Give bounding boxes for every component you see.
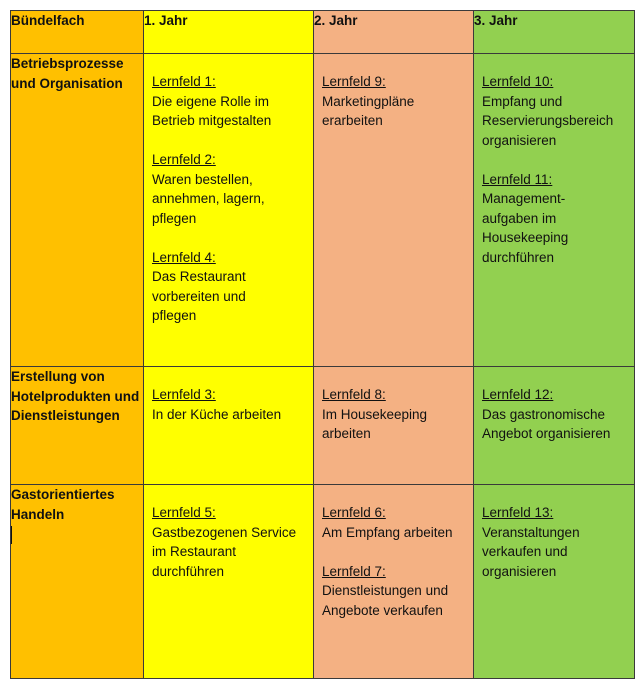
lernfeld-entry (482, 72, 626, 150)
lernfeld-title: Lernfeld 2: (152, 152, 216, 167)
lernfeld-description: Am Empfang arbeiten (322, 524, 453, 540)
lernfeld-entry (152, 72, 305, 131)
lernfeld-entry (152, 385, 305, 424)
lernfeld-description: Dienstleistungen und Angebote verkaufen (322, 583, 449, 618)
lernfeld-entry (322, 503, 465, 542)
lernfeld-entry (482, 385, 626, 444)
cell-year-2 (314, 485, 474, 679)
header-row (11, 11, 635, 54)
lernfeld-description: Die eigene Rolle im Betrieb mitgestalten (152, 93, 272, 128)
table-row (11, 54, 635, 367)
lernfeld-description: Gastbezogenen Service im Restaurant durchführen (152, 524, 297, 579)
lernfeld-description: In der Küche arbeiten (152, 406, 282, 422)
row-label-cell[interactable] (11, 485, 144, 679)
cell-year-1 (144, 485, 314, 679)
row-label: Erstellung von Hotelprodukten und Dienstleistungen (11, 367, 144, 485)
lernfeld-description: Empfang und Reservierungsbereich organisieren (482, 93, 614, 148)
lernfeld-title: Lernfeld 8: (322, 387, 386, 402)
lernfeld-entry (152, 150, 305, 228)
lernfeld-entry (152, 503, 305, 581)
cell-year-1 (144, 367, 314, 485)
lernfeld-title: Lernfeld 4: (152, 249, 216, 265)
curriculum-table (10, 10, 635, 679)
cell-year-3 (474, 367, 635, 485)
lernfeld-entry (322, 72, 465, 131)
lernfeld-description: Das gastronomische Angebot organisieren (482, 406, 611, 441)
lernfeld-title: Lernfeld 6: (322, 505, 386, 520)
lernfeld-title: Lernfeld 13: (482, 505, 554, 520)
lernfeld-title: Lernfeld 7: (322, 563, 386, 579)
lernfeld-title: Lernfeld 1: (152, 74, 216, 89)
lernfeld-title: Lernfeld 5: (152, 505, 216, 520)
header-bundelfach: Bündelfach (11, 11, 144, 54)
lernfeld-title: Lernfeld 11: (482, 171, 553, 187)
lernfeld-entry (322, 385, 465, 444)
lernfeld-title: Lernfeld 3: (152, 387, 216, 402)
table-row (11, 367, 635, 485)
lernfeld-description: Management- aufgaben im Housekeeping durchführen (482, 191, 569, 265)
lernfeld-title: Lernfeld 12: (482, 387, 554, 402)
lernfeld-entry (322, 562, 465, 621)
lernfeld-title: Lernfeld 10: (482, 74, 554, 89)
lernfeld-description: Veranstaltungen verkaufen und organisieren (482, 524, 580, 579)
cell-year-2 (314, 54, 474, 367)
lernfeld-title: Lernfeld 9: (322, 74, 386, 89)
lernfeld-entry (152, 248, 305, 326)
table-row (11, 485, 635, 679)
cell-year-1 (144, 54, 314, 367)
lernfeld-description: Waren bestellen, annehmen, lagern, pflegen (152, 171, 265, 226)
lernfeld-description: Marketingpläne erarbeiten (322, 93, 415, 128)
cell-year-3 (474, 54, 635, 367)
header-year-2: 2. Jahr (314, 11, 474, 54)
cell-year-2 (314, 367, 474, 485)
row-label: Betriebsprozesse und Organisation (11, 54, 144, 367)
text-cursor (11, 526, 12, 544)
header-year-3: 3. Jahr (474, 11, 635, 54)
lernfeld-entry (482, 503, 626, 581)
lernfeld-description: Das Restaurant vorbereiten und pflegen (152, 269, 246, 323)
header-year-1: 1. Jahr (144, 11, 314, 54)
cell-year-3 (474, 485, 635, 679)
lernfeld-entry (482, 170, 626, 268)
row-label: Gastorientiertes Handeln (11, 487, 115, 522)
lernfeld-description: Im Housekeeping arbeiten (322, 406, 428, 441)
